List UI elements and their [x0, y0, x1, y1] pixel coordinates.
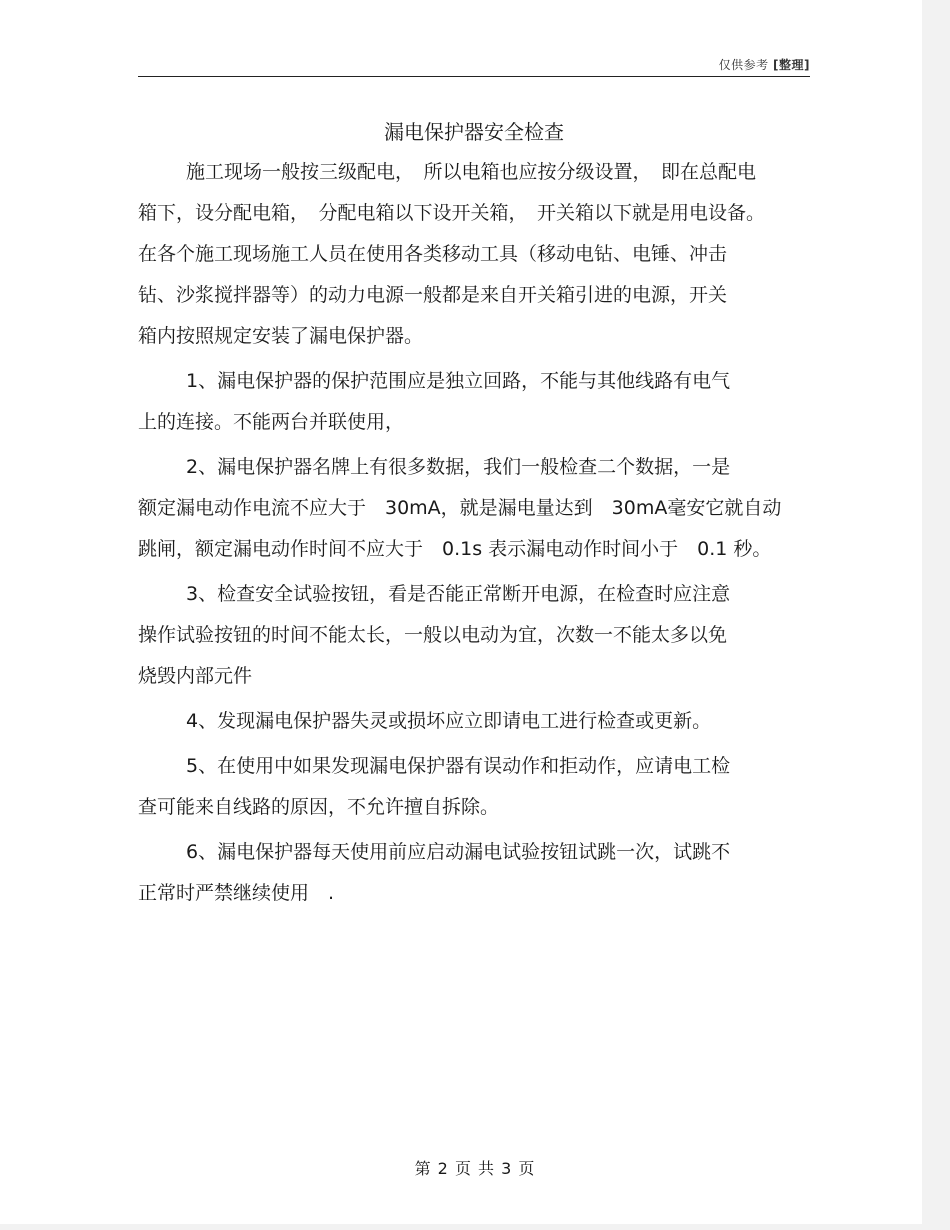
- paragraph-item-4: [138, 701, 810, 742]
- paragraph-item-2: [138, 447, 810, 570]
- text-line: 操作试验按钮的时间不能太长，一般以电动为宜，次数一不能太多以免: [138, 624, 728, 646]
- text-line: 2、漏电保护器名牌上有很多数据，我们一般检查二个数据，一是: [186, 456, 731, 478]
- text-line: 箱内按照规定安装了漏电保护器。: [138, 325, 424, 347]
- text-line: 3、检查安全试验按钮，看是否能正常断开电源，在检查时应注意: [186, 583, 731, 605]
- paragraph-item-5: [138, 746, 810, 828]
- text-line: 额定漏电动作电流不应大于 30mA，就是漏电量达到 30mA毫安它就自动: [138, 497, 782, 519]
- paragraph-intro: [138, 152, 810, 357]
- page-edge-bottom: [0, 1224, 950, 1230]
- header-rule: [138, 76, 810, 77]
- text-line: 在各个施工现场施工人员在使用各类移动工具（移动电钻、电锤、冲击: [138, 243, 728, 265]
- paragraph-item-3: [138, 574, 810, 697]
- text-line: 上的连接。不能两台并联使用，: [138, 411, 405, 433]
- header-note: [719, 56, 810, 73]
- header-note-text: 仅供参考: [718, 58, 769, 72]
- page-edge-right: [922, 0, 950, 1230]
- text-line: 4、发现漏电保护器失灵或损坏应立即请电工进行检查或更新。: [186, 710, 712, 732]
- text-line: 正常时严禁继续使用 .: [138, 882, 335, 904]
- document-title: 漏电保护器安全检查: [384, 120, 564, 144]
- paragraph-item-6: [138, 832, 810, 914]
- paragraph-item-1: [138, 361, 810, 443]
- text-line: 烧毁内部元件: [138, 665, 253, 687]
- page-number-footer: 第 2 页 共 3 页: [414, 1159, 536, 1178]
- document-body: [138, 152, 810, 918]
- text-line: 施工现场一般按三级配电， 所以电箱也应按分级设置， 即在总配电: [186, 161, 757, 183]
- text-line: 箱下，设分配电箱， 分配电箱以下设开关箱， 开关箱以下就是用电设备。: [138, 202, 766, 224]
- text-line: 钻、沙浆搅拌器等）的动力电源一般都是来自开关箱引进的电源，开关: [138, 284, 728, 306]
- text-line: 跳闸，额定漏电动作时间不应大于 0.1s 表示漏电动作时间小于 0.1 秒。: [138, 538, 772, 560]
- header-note-tag: [整理]: [773, 58, 810, 72]
- text-line: 5、在使用中如果发现漏电保护器有误动作和拒动作，应请电工检: [186, 755, 731, 777]
- text-line: 6、漏电保护器每天使用前应启动漏电试验按钮试跳一次，试跳不: [186, 841, 731, 863]
- text-line: 1、漏电保护器的保护范围应是独立回路，不能与其他线路有电气: [186, 370, 731, 392]
- text-line: 查可能来自线路的原因，不允许擅自拆除。: [138, 796, 500, 818]
